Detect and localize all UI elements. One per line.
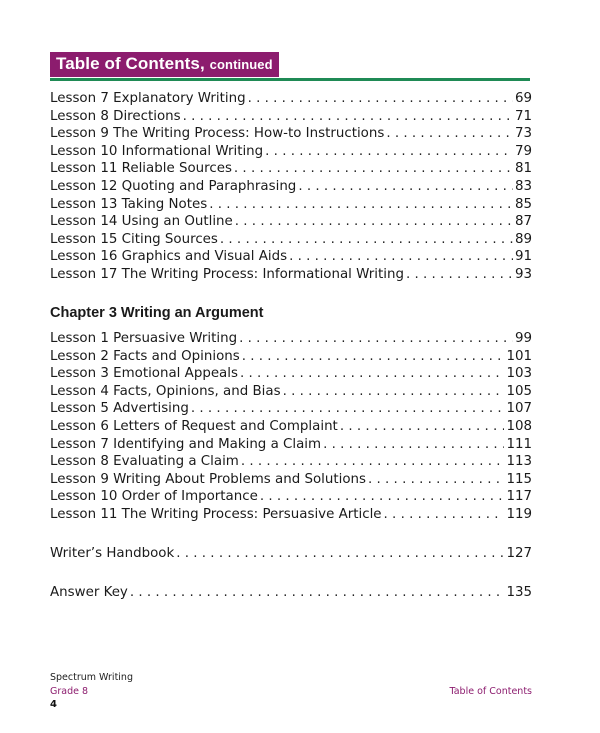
dot-leader [240, 366, 504, 381]
dot-leader [241, 454, 505, 469]
toc-entry[interactable]: Lesson 15 Citing Sources . . . 89 [50, 232, 532, 250]
toc-entry[interactable]: Lesson 4 Facts, Opinions, and Bias . . . 105 [50, 384, 532, 402]
toc-entry[interactable]: Lesson 6 Letters of Request and Complaint . . . 108 [50, 419, 532, 437]
toc-list-chapter-3 [50, 331, 532, 525]
dot-leader [386, 126, 513, 141]
dot-leader [323, 437, 504, 452]
toc-entry-writers-handbook[interactable]: Writer’s Handbook . . . 127 [50, 546, 532, 564]
dot-leader [406, 267, 513, 282]
toc-entry[interactable]: Lesson 7 Identifying and Making a Claim . . . 111 [50, 437, 532, 455]
dot-leader [283, 384, 505, 399]
toc-entry[interactable]: Lesson 7 Explanatory Writing . . . 69 [50, 91, 532, 109]
toc-entry[interactable]: Lesson 14 Using an Outline . . . 87 [50, 214, 532, 232]
dot-leader [265, 144, 513, 159]
toc-entry[interactable]: Lesson 10 Order of Importance . . . 117 [50, 489, 532, 507]
toc-entry[interactable]: Lesson 9 The Writing Process: How-to Instructions . . . 73 [50, 126, 532, 144]
dot-leader [289, 249, 513, 264]
footer-section: Table of Contents [449, 686, 532, 697]
dot-leader [183, 109, 513, 124]
toc-handbook [50, 546, 532, 564]
header-suffix: continued [209, 57, 273, 72]
toc-entry[interactable]: Lesson 8 Evaluating a Claim . . . 113 [50, 454, 532, 472]
dot-leader [130, 585, 505, 600]
toc-entry[interactable]: Lesson 3 Emotional Appeals . . . 103 [50, 366, 532, 384]
dot-leader [209, 197, 513, 212]
toc-list-chapter-2 [50, 91, 532, 285]
dot-leader [298, 179, 513, 194]
dot-leader [248, 91, 513, 106]
toc-entry-answer-key[interactable]: Answer Key . . . 135 [50, 585, 532, 603]
toc-answer-key [50, 585, 532, 603]
footer-book-title: Spectrum Writing [50, 672, 133, 683]
toc-entry[interactable]: Lesson 5 Advertising . . . 107 [50, 401, 532, 419]
dot-leader [260, 489, 505, 504]
footer-grade: Grade 8 [50, 686, 89, 697]
toc-entry[interactable]: Lesson 17 The Writing Process: Informational Writing . . . 93 [50, 267, 532, 285]
toc-entry[interactable]: Lesson 9 Writing About Problems and Solutions . . . 115 [50, 472, 532, 490]
header-divider [50, 78, 530, 81]
section-header [50, 52, 279, 77]
toc-entry[interactable]: Lesson 12 Quoting and Paraphrasing . . . 83 [50, 179, 532, 197]
dot-leader [340, 419, 505, 434]
dot-leader [235, 214, 513, 229]
dot-leader [384, 507, 505, 522]
header-title: Table of Contents, [56, 54, 205, 73]
toc-entry[interactable]: Lesson 11 The Writing Process: Persuasive Article . . . 119 [50, 507, 532, 525]
toc-entry[interactable]: Lesson 11 Reliable Sources . . . 81 [50, 161, 532, 179]
chapter-heading: Chapter 3 Writing an Argument [50, 305, 264, 321]
toc-entry[interactable]: Lesson 16 Graphics and Visual Aids . . . 91 [50, 249, 532, 267]
page-number: 4 [50, 699, 57, 710]
dot-leader [368, 472, 504, 487]
toc-entry[interactable]: Lesson 8 Directions . . . 71 [50, 109, 532, 127]
dot-leader [239, 331, 513, 346]
toc-entry[interactable]: Lesson 1 Persuasive Writing . . . 99 [50, 331, 532, 349]
dot-leader [234, 161, 513, 176]
dot-leader [176, 546, 504, 561]
toc-entry[interactable]: Lesson 10 Informational Writing . . . 79 [50, 144, 532, 162]
dot-leader [242, 349, 505, 364]
toc-entry[interactable]: Lesson 13 Taking Notes . . . 85 [50, 197, 532, 215]
dot-leader [220, 232, 513, 247]
dot-leader [191, 401, 505, 416]
toc-entry[interactable]: Lesson 2 Facts and Opinions . . . 101 [50, 349, 532, 367]
